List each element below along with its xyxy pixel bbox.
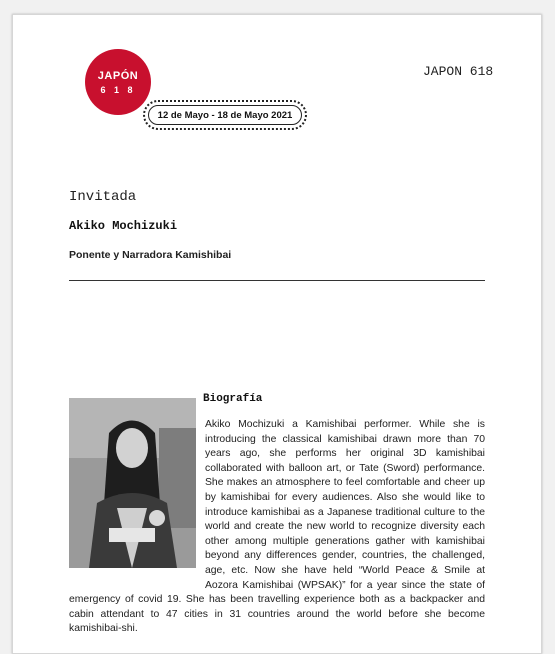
event-code: JAPON 618	[423, 64, 494, 79]
guest-role: Ponente y Narradora Kamishibai	[69, 249, 232, 261]
event-dates: 12 de Mayo - 18 de Mayo 2021	[148, 105, 302, 125]
guest-label: Invitada	[69, 189, 137, 205]
japon-618-logo	[85, 49, 151, 115]
biography-tail: Now she have held “World Peace & Smile at Aozora Kamishibai (WPSAK)” for a year since the state of emergency of covid 19. She has been travelling experience both as a backpacker and cabin attendant to 47 cities in 31 countries around the world before she become kamishibai-shi.	[69, 564, 486, 635]
portrait-photo	[69, 398, 196, 568]
divider	[69, 280, 485, 281]
biography-title: Biografía	[203, 393, 263, 405]
guest-name: Akiko Mochizuki	[69, 219, 178, 233]
logo-line-1: JAPÓN	[97, 70, 139, 82]
document-page	[12, 14, 542, 654]
date-badge	[143, 100, 307, 130]
biography-wrapped: Akiko Mochizuki a Kamishibai performer. While she is introducing the classical kamishibai drawn more than 70 years ago, she performs her original 3D kamishibai collaborated with balloon art, or Tate (Sword) performance. She makes an atmosphere to feel comfortable and cheer up by kamishibai for every audiences. Also she would like to introduce kamishibai as a Japanese traditional culture to the world and create the new world to recognize diversity each other among multiple generations gather with kamishibai beyond any differences gender, countries, the challenged, age, etc.	[205, 419, 485, 576]
logo-line-2: 6 1 8	[100, 85, 136, 95]
portrait-image	[69, 398, 196, 568]
